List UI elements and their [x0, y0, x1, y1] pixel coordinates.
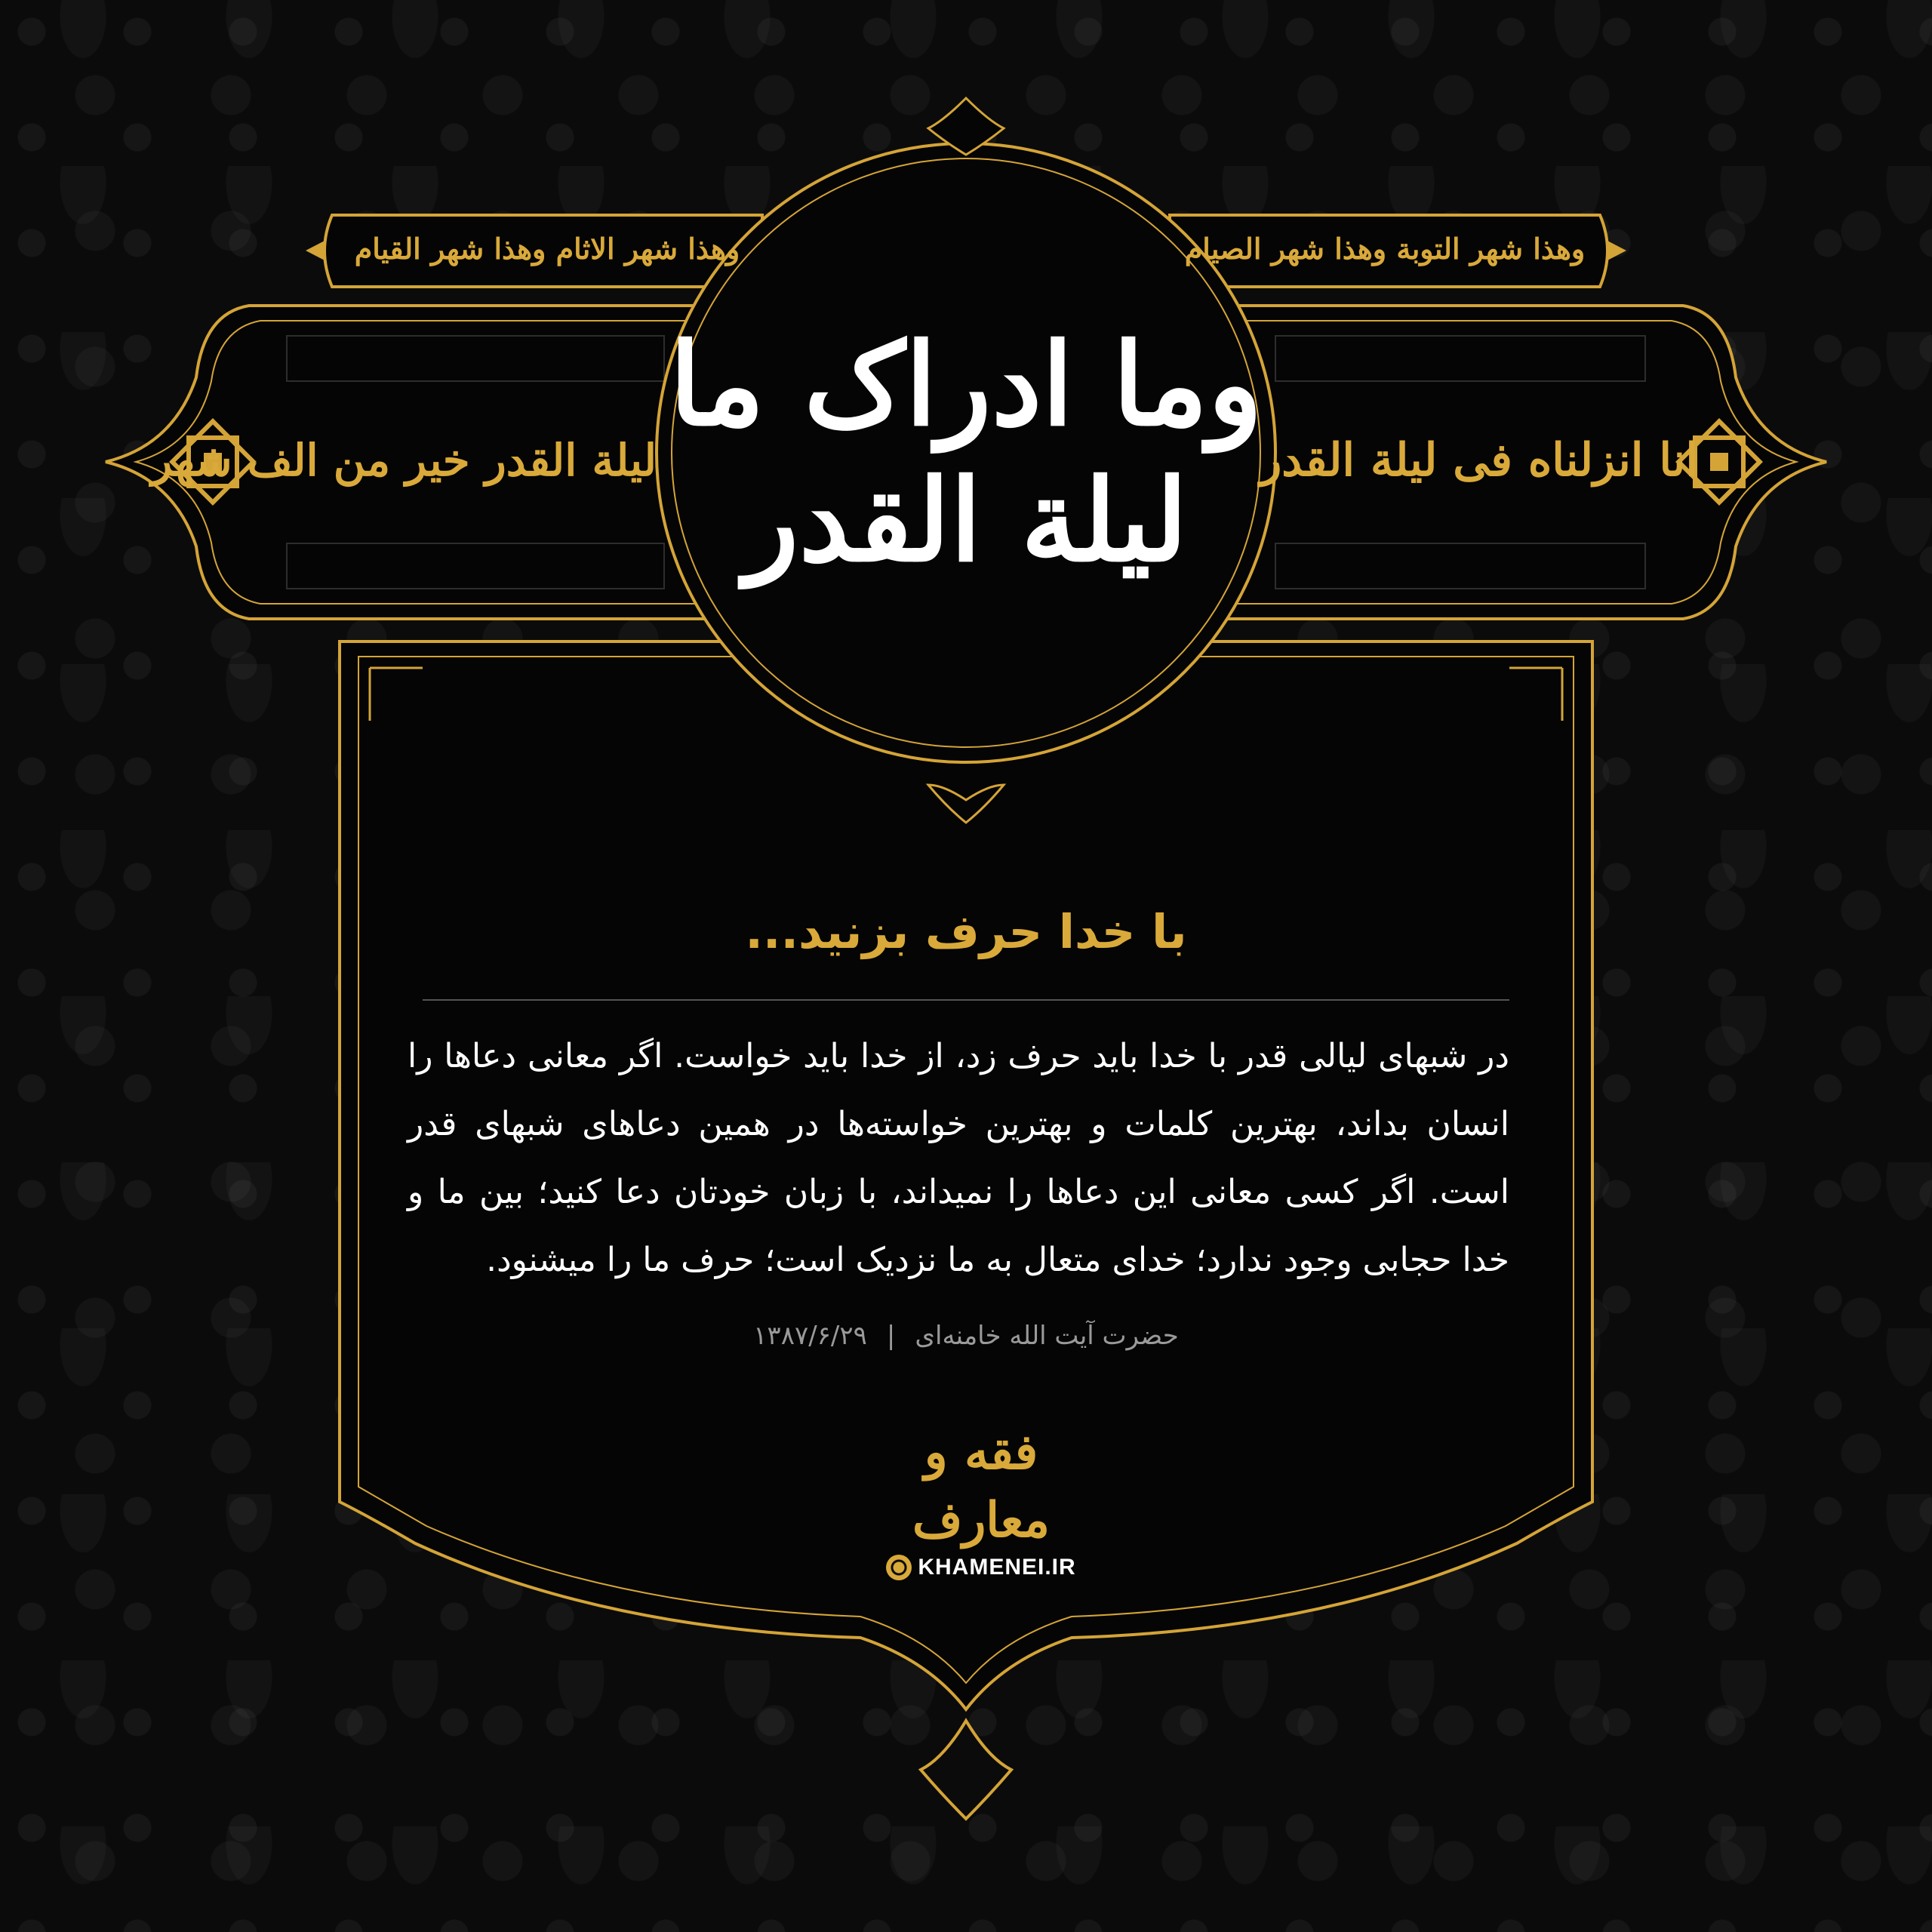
logo-domain: KHAMENEI.IR [918, 1555, 1076, 1580]
top-band-right-text: وهذا شهر التوبة وهذا شهر الصیام [1184, 232, 1586, 266]
seal-icon [886, 1555, 912, 1580]
article-title: با خدا حرف بزنید... [745, 904, 1187, 959]
attribution-separator: | [886, 1321, 896, 1351]
center-calligraphy: وما ادراک ما لیلة القدر [669, 318, 1263, 587]
left-band-text: لیلة القدر خیر من الف شهر [151, 435, 657, 486]
quote-date: ۱۳۸۷/۶/۲۹ [753, 1321, 867, 1351]
speaker-name: حضرت آیت الله خامنه‌ای [915, 1321, 1179, 1351]
right-band-text: انا انزلناه فی لیلة القدر [1260, 434, 1698, 487]
site-logo [868, 1419, 1094, 1580]
article-body: در شبهای لیالی قدر با خدا باید حرف زد، از خدا باید خواست. اگر معانی دعاها را انسان بداند، بهترین کلمات و بهترین خواسته‌ها در همین دعاهای شبهای قدر است. اگر کسی معانی این دعاها را نمیداند، با زبان خودتان دعا کنید؛ بین ما و خدا حجابی وجود ندارد؛ خدای متعال به ما نزدیک است؛ حرف ما را میشنود. [408, 1037, 1509, 1279]
attribution [423, 1321, 1509, 1351]
top-band-left-text: وهذا شهر الاثام وهذا شهر القیام [354, 232, 740, 266]
logo-mark: فقه و معارف [912, 1424, 1050, 1549]
